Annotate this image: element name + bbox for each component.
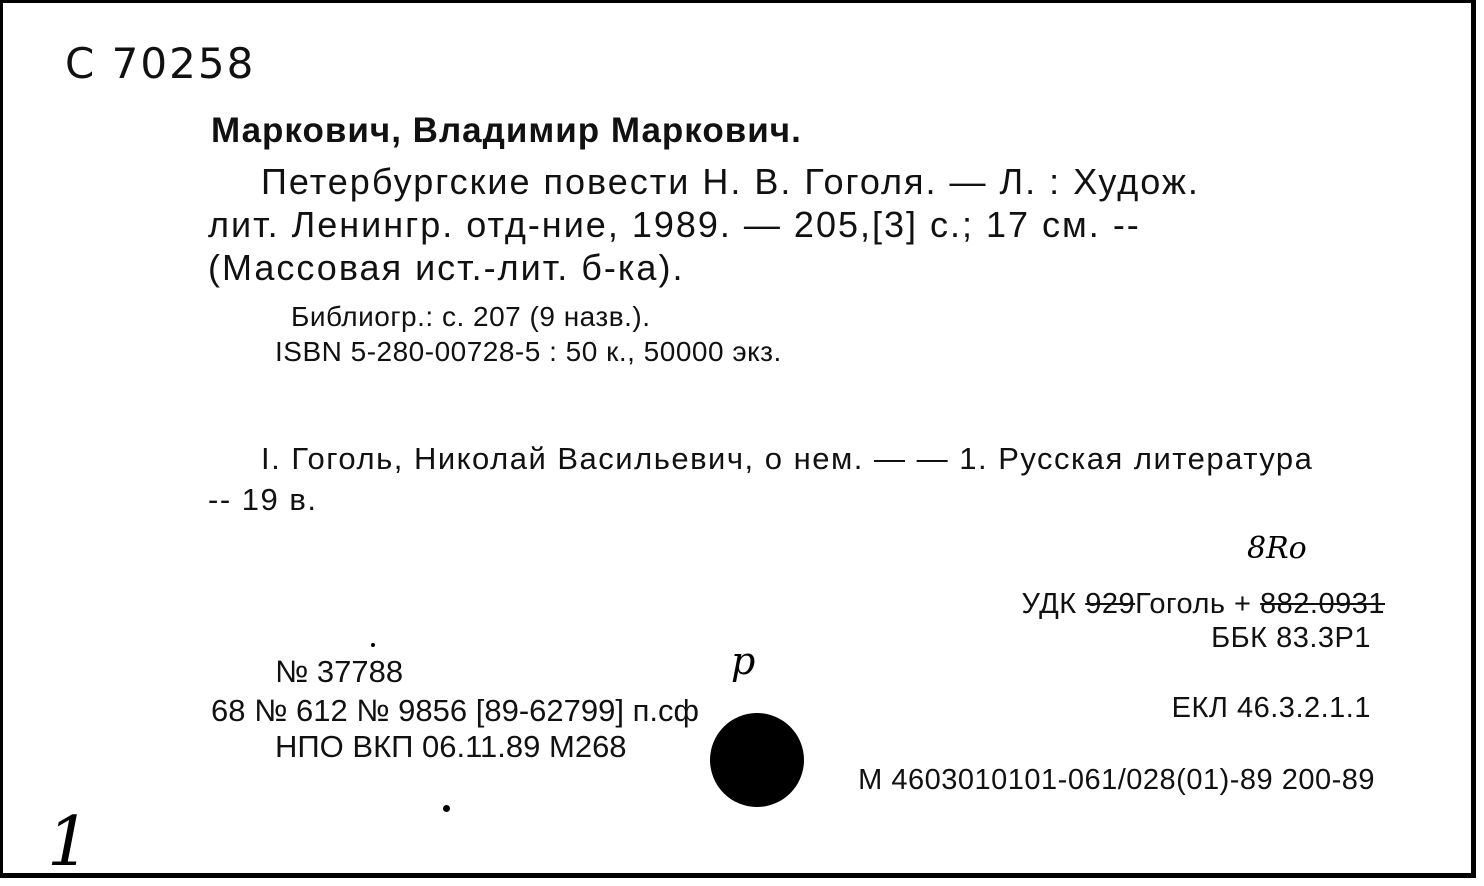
- description-line-1: Петербургские повести Н. В. Гоголя. — Л. : Худож.: [261, 161, 1200, 202]
- description-line-2: лит. Ленингр. отд-ние, 1989. — 205,[3] с.; 17 см. --: [208, 204, 1141, 245]
- bbk-line: ББК 83.3Р1: [1211, 622, 1371, 654]
- subject-line-1: I. Гоголь, Николай Васильевич, о нем. — — 1. Русская литература: [261, 441, 1314, 476]
- ink-dot: [443, 805, 450, 812]
- printer-line: НПО ВКП 06.11.89 М268: [275, 729, 627, 764]
- punch-hole: [710, 713, 804, 807]
- bibliography-note: Библиогр.: с. 207 (9 назв.).: [291, 301, 651, 332]
- handwritten-note-bottom: 1: [47, 803, 91, 882]
- ekl-line: ЕКЛ 46.3.2.1.1: [1171, 692, 1371, 724]
- udk-middle: Гоголь +: [1135, 588, 1261, 620]
- udk-line: [1022, 588, 1385, 621]
- isbn-line: ISBN 5-280-00728-5 : 50 к., 50000 экз.: [275, 336, 782, 367]
- description-line-3: (Массовая ист.-лит. б-ка).: [208, 247, 685, 288]
- ink-speck: [371, 643, 375, 647]
- subject-line-2: -- 19 в.: [208, 482, 318, 517]
- catalog-code: М 4603010101-061/028(01)-89 200-89: [858, 764, 1375, 796]
- card-id: С 70258: [65, 39, 256, 88]
- handwritten-note-top: 8Ro: [1247, 531, 1307, 566]
- author-heading: Маркович, Владимир Маркович.: [211, 111, 802, 150]
- udk-struck-code-1: 929: [1085, 588, 1136, 620]
- card-number: № 37788: [275, 654, 404, 689]
- handwritten-note-middle: p: [731, 639, 756, 683]
- order-line: 68 № 612 № 9856 [89-62799] п.сф: [211, 693, 699, 728]
- udk-struck-code-2: 882.0931: [1260, 588, 1385, 620]
- udk-prefix: УДК: [1021, 588, 1086, 620]
